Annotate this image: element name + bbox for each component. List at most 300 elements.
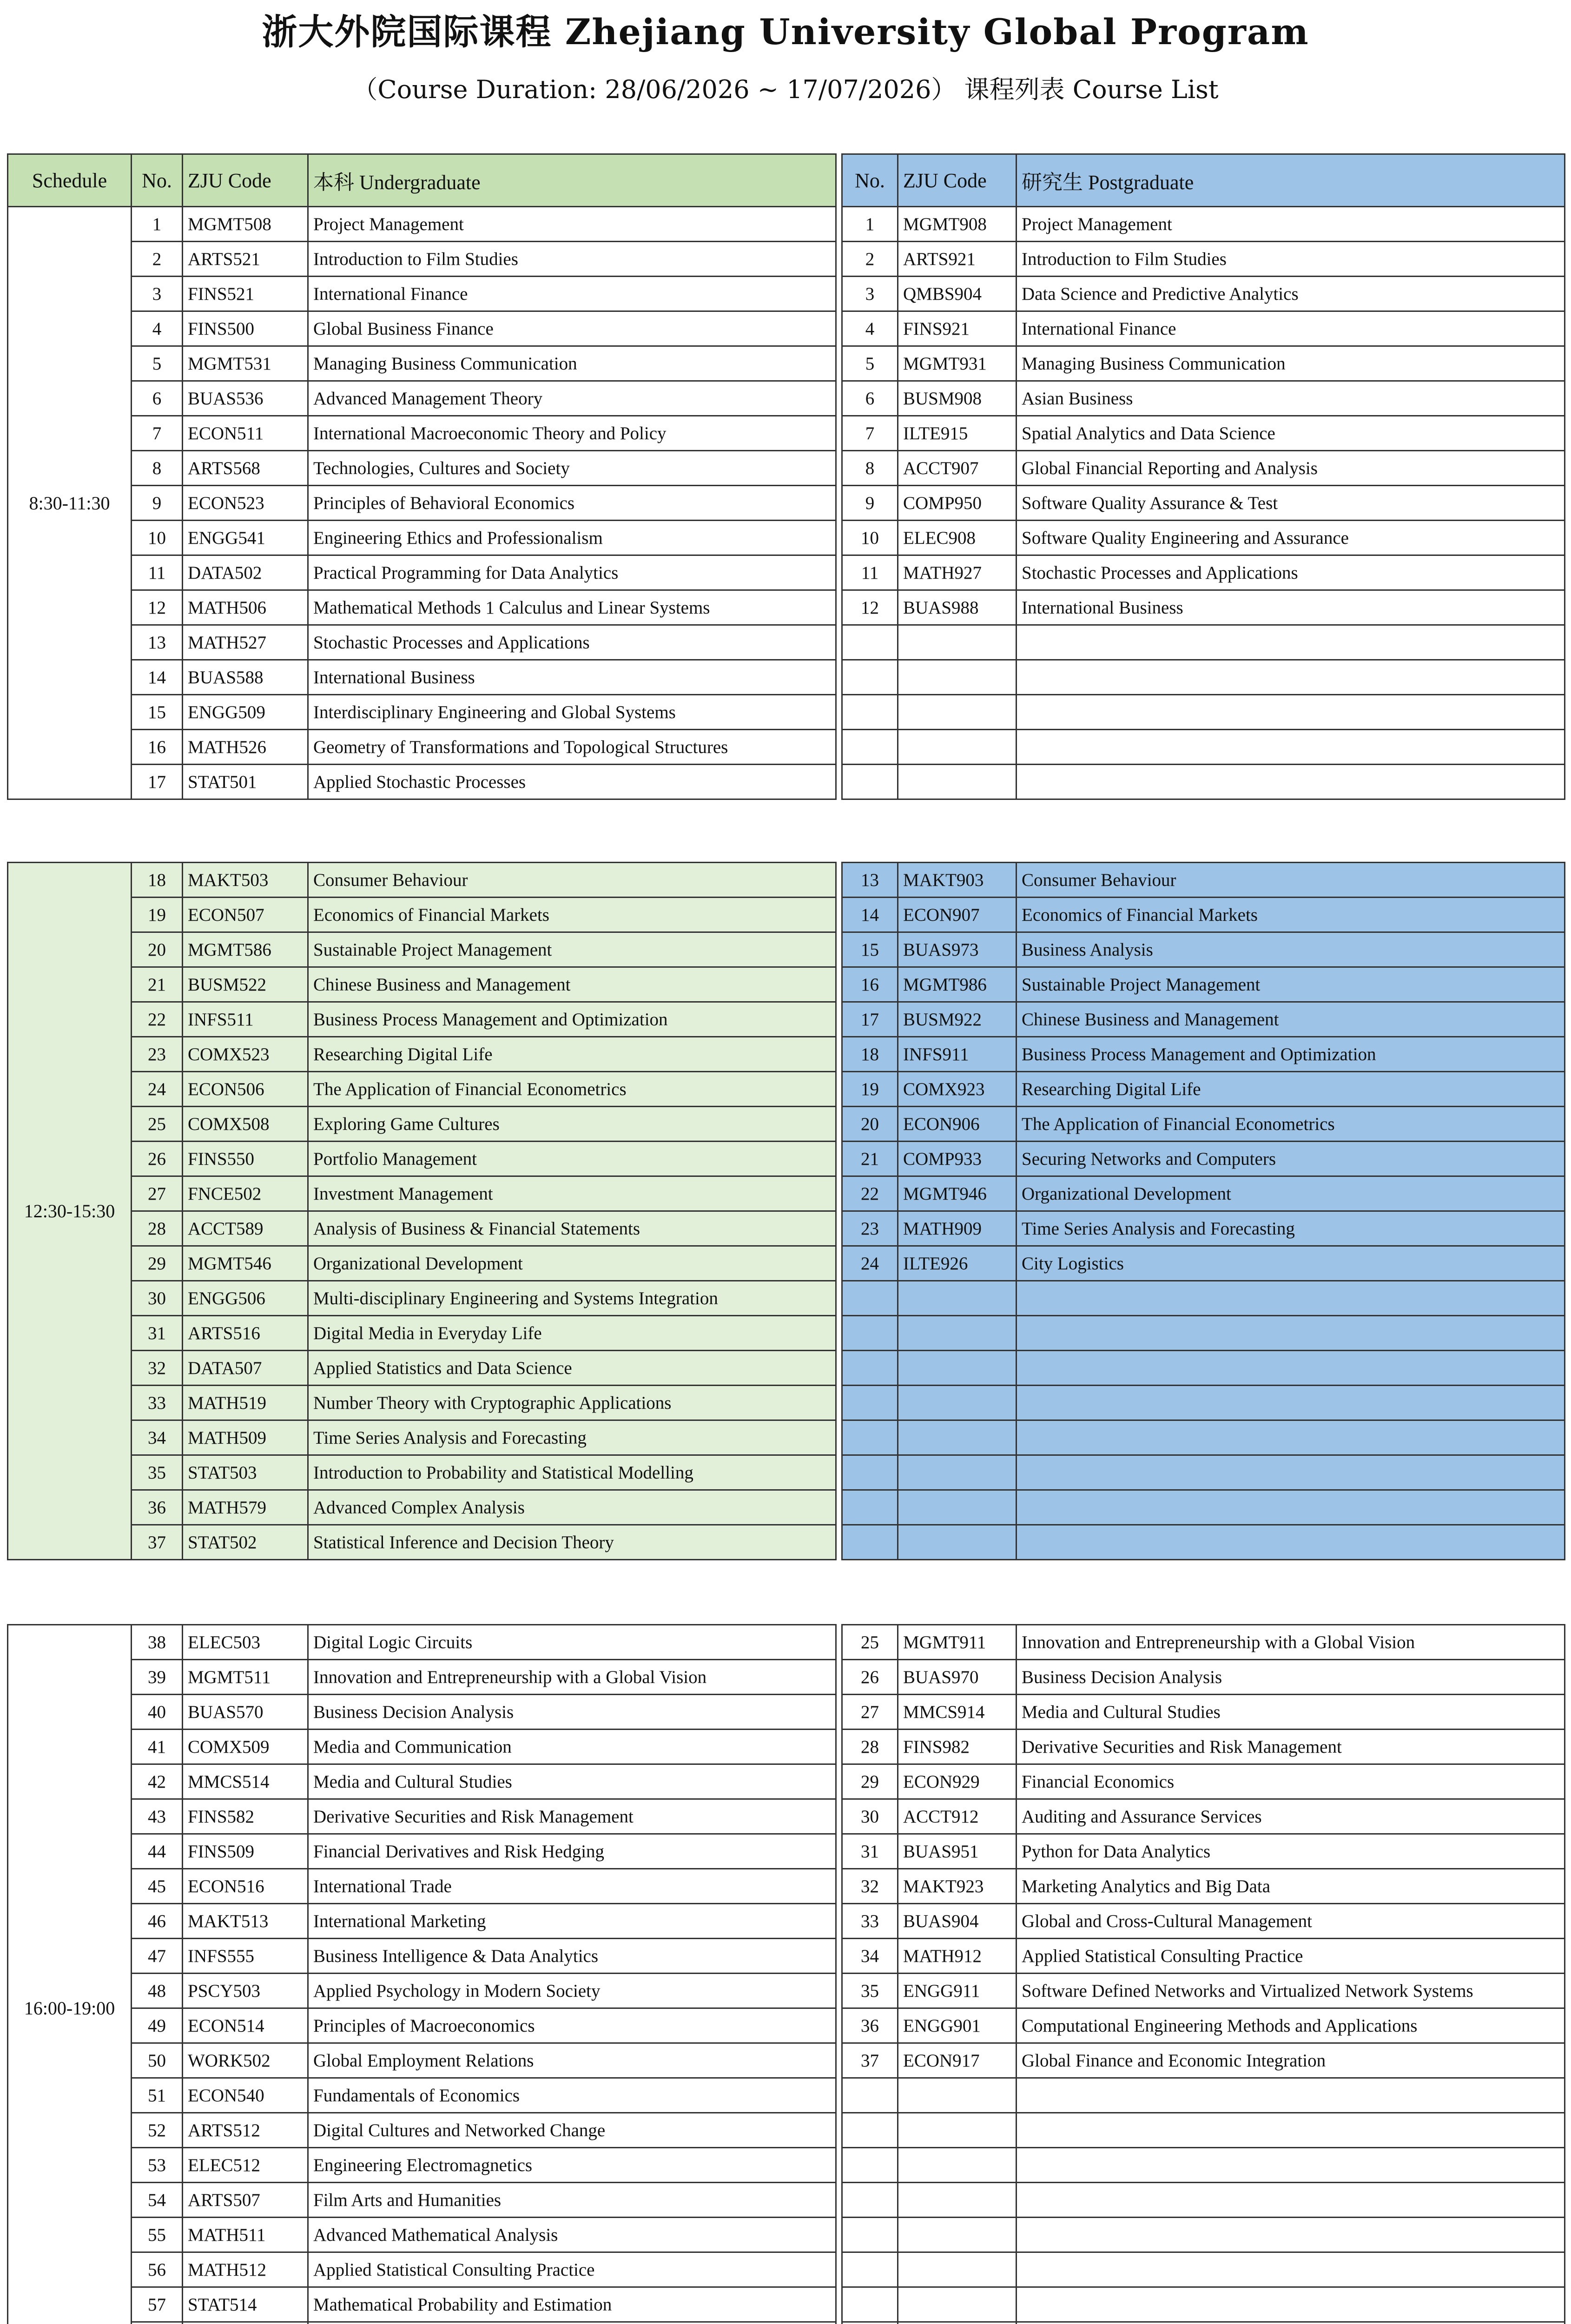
pg-course-title: Applied Statistical Consulting Practice bbox=[1017, 1939, 1565, 1974]
table-row bbox=[8, 381, 836, 416]
course-no: 5 bbox=[132, 346, 183, 381]
table-row bbox=[8, 1211, 836, 1246]
table-row bbox=[842, 2287, 1565, 2322]
course-title: Mathematical Methods 1 Calculus and Linear Systems bbox=[308, 590, 836, 625]
pg-course-title: Python for Data Analytics bbox=[1017, 1834, 1565, 1869]
table-row bbox=[8, 1455, 836, 1490]
pg-course-no: 7 bbox=[842, 416, 898, 451]
pg-course-code: MGMT986 bbox=[898, 967, 1017, 1002]
course-code: MATH512 bbox=[183, 2252, 308, 2287]
pg-course-no: 14 bbox=[842, 898, 898, 932]
pg-course-code: COMP933 bbox=[898, 1142, 1017, 1176]
course-title: Advanced Complex Analysis bbox=[308, 1490, 836, 1525]
pg-course-code bbox=[898, 2287, 1017, 2322]
table-row bbox=[842, 1351, 1565, 1386]
course-title: Time Series Analysis and Forecasting bbox=[308, 1420, 836, 1455]
table-row bbox=[8, 625, 836, 660]
pg-course-no: 25 bbox=[842, 1625, 898, 1660]
pg-course-no: 27 bbox=[842, 1695, 898, 1730]
pg-course-no bbox=[842, 2183, 898, 2218]
postgraduate-table-session-3 bbox=[841, 1624, 1565, 2324]
pg-course-no: 12 bbox=[842, 590, 898, 625]
table-row bbox=[8, 1142, 836, 1176]
table-row bbox=[842, 1316, 1565, 1351]
pg-course-no bbox=[842, 1351, 898, 1386]
table-row bbox=[842, 346, 1565, 381]
pg-course-no bbox=[842, 1490, 898, 1525]
course-title: Fundamentals of Economics bbox=[308, 2078, 836, 2113]
course-code: STAT503 bbox=[183, 1455, 308, 1490]
table-row bbox=[8, 765, 836, 799]
table-row bbox=[8, 660, 836, 695]
course-code: MGMT531 bbox=[183, 346, 308, 381]
table-row bbox=[842, 1764, 1565, 1799]
pg-course-code bbox=[898, 2078, 1017, 2113]
table-row bbox=[8, 311, 836, 346]
course-title: International Macroeconomic Theory and Policy bbox=[308, 416, 836, 451]
pg-no-header: No. bbox=[842, 154, 898, 207]
table-row bbox=[842, 277, 1565, 311]
course-no: 8 bbox=[132, 451, 183, 486]
pg-course-title: Sustainable Project Management bbox=[1017, 967, 1565, 1002]
course-code: ECON511 bbox=[183, 416, 308, 451]
table-row bbox=[8, 1176, 836, 1211]
pg-course-code: FINS921 bbox=[898, 311, 1017, 346]
pg-course-title: International Finance bbox=[1017, 311, 1565, 346]
course-code: MGMT511 bbox=[183, 1660, 308, 1695]
pg-course-code: MAKT903 bbox=[898, 863, 1017, 898]
pg-course-title bbox=[1017, 1316, 1565, 1351]
course-code: ECON540 bbox=[183, 2078, 308, 2113]
table-row bbox=[8, 1730, 836, 1764]
pg-course-title bbox=[1017, 2218, 1565, 2252]
course-title: Statistical Inference and Decision Theory bbox=[308, 1525, 836, 1560]
pg-course-title bbox=[1017, 1281, 1565, 1316]
course-title: Business Process Management and Optimization bbox=[308, 1002, 836, 1037]
pg-course-no: 29 bbox=[842, 1764, 898, 1799]
pg-course-no bbox=[842, 2148, 898, 2183]
table-row bbox=[842, 1072, 1565, 1107]
course-code: BUAS536 bbox=[183, 381, 308, 416]
course-no: 57 bbox=[132, 2287, 183, 2322]
course-no: 4 bbox=[132, 311, 183, 346]
undergraduate-header-row bbox=[8, 154, 836, 207]
course-code: STAT514 bbox=[183, 2287, 308, 2322]
course-no: 16 bbox=[132, 730, 183, 765]
pg-course-title bbox=[1017, 1420, 1565, 1455]
course-title: Number Theory with Cryptographic Applications bbox=[308, 1386, 836, 1420]
table-row bbox=[842, 1974, 1565, 2008]
table-row bbox=[842, 207, 1565, 242]
pg-course-title: Managing Business Communication bbox=[1017, 346, 1565, 381]
course-code: INFS555 bbox=[183, 1939, 308, 1974]
course-code: DATA502 bbox=[183, 555, 308, 590]
table-row bbox=[8, 1660, 836, 1695]
course-no: 38 bbox=[132, 1625, 183, 1660]
course-title: Project Management bbox=[308, 207, 836, 242]
course-no: 20 bbox=[132, 932, 183, 967]
table-row bbox=[8, 207, 836, 242]
table-row bbox=[842, 625, 1565, 660]
course-code: ECON516 bbox=[183, 1869, 308, 1904]
page-title: 浙大外院国际课程 Zhejiang University Global Program bbox=[262, 11, 1309, 53]
pg-course-title: Introduction to Film Studies bbox=[1017, 242, 1565, 277]
undergraduate-header: 本科 Undergraduate bbox=[308, 154, 836, 207]
pg-course-code: ILTE915 bbox=[898, 416, 1017, 451]
course-title: Exploring Game Cultures bbox=[308, 1107, 836, 1142]
course-code: ELEC503 bbox=[183, 1625, 308, 1660]
table-row bbox=[842, 2148, 1565, 2183]
pg-course-code bbox=[898, 660, 1017, 695]
table-row bbox=[842, 695, 1565, 730]
course-code: FNCE502 bbox=[183, 1176, 308, 1211]
pg-course-code: ECON907 bbox=[898, 898, 1017, 932]
course-code: BUAS570 bbox=[183, 1695, 308, 1730]
pg-course-no: 24 bbox=[842, 1246, 898, 1281]
pg-course-title: The Application of Financial Econometrics bbox=[1017, 1107, 1565, 1142]
course-title: Multi-disciplinary Engineering and Systems Integration bbox=[308, 1281, 836, 1316]
pg-course-no bbox=[842, 660, 898, 695]
pg-course-no: 8 bbox=[842, 451, 898, 486]
course-no: 2 bbox=[132, 242, 183, 277]
pg-course-title bbox=[1017, 1490, 1565, 1525]
pg-course-no: 21 bbox=[842, 1142, 898, 1176]
pg-course-code: BUSM908 bbox=[898, 381, 1017, 416]
course-no: 25 bbox=[132, 1107, 183, 1142]
course-no: 3 bbox=[132, 277, 183, 311]
course-code: MAKT503 bbox=[183, 863, 308, 898]
course-code: ARTS516 bbox=[183, 1316, 308, 1351]
pg-course-code: MATH909 bbox=[898, 1211, 1017, 1246]
pg-course-no bbox=[842, 695, 898, 730]
pg-course-no: 11 bbox=[842, 555, 898, 590]
course-title: Applied Statistical Consulting Practice bbox=[308, 2252, 836, 2287]
course-code: FINS582 bbox=[183, 1799, 308, 1834]
pg-course-code: MATH927 bbox=[898, 555, 1017, 590]
pg-course-no bbox=[842, 625, 898, 660]
course-title: Financial Derivatives and Risk Hedging bbox=[308, 1834, 836, 1869]
course-title: Organizational Development bbox=[308, 1246, 836, 1281]
table-row bbox=[842, 1211, 1565, 1246]
table-row bbox=[8, 1072, 836, 1107]
course-no: 51 bbox=[132, 2078, 183, 2113]
pg-course-title: Organizational Development bbox=[1017, 1176, 1565, 1211]
table-row bbox=[8, 1420, 836, 1455]
pg-course-title bbox=[1017, 625, 1565, 660]
table-row bbox=[842, 765, 1565, 799]
course-title: Stochastic Processes and Applications bbox=[308, 625, 836, 660]
pg-course-code: BUSM922 bbox=[898, 1002, 1017, 1037]
pg-course-code bbox=[898, 730, 1017, 765]
pg-course-code: BUAS904 bbox=[898, 1904, 1017, 1939]
course-no: 24 bbox=[132, 1072, 183, 1107]
pg-course-title: Innovation and Entrepreneurship with a Global Vision bbox=[1017, 1625, 1565, 1660]
table-row bbox=[842, 1799, 1565, 1834]
course-title: Principles of Macroeconomics bbox=[308, 2008, 836, 2043]
pg-course-title: Computational Engineering Methods and Applications bbox=[1017, 2008, 1565, 2043]
pg-course-code: MGMT911 bbox=[898, 1625, 1017, 1660]
course-code: PSCY503 bbox=[183, 1974, 308, 2008]
pg-course-code: ARTS921 bbox=[898, 242, 1017, 277]
course-code: ECON506 bbox=[183, 1072, 308, 1107]
course-code: ECON523 bbox=[183, 486, 308, 521]
course-no: 18 bbox=[132, 863, 183, 898]
pg-course-code: INFS911 bbox=[898, 1037, 1017, 1072]
pg-course-title: Software Quality Engineering and Assurance bbox=[1017, 521, 1565, 555]
table-row bbox=[8, 2287, 836, 2322]
pg-course-title bbox=[1017, 2287, 1565, 2322]
pg-course-title: Data Science and Predictive Analytics bbox=[1017, 277, 1565, 311]
course-title: Economics of Financial Markets bbox=[308, 898, 836, 932]
course-code: DATA507 bbox=[183, 1351, 308, 1386]
table-row bbox=[8, 695, 836, 730]
course-code: ACCT589 bbox=[183, 1211, 308, 1246]
table-row bbox=[842, 1730, 1565, 1764]
pg-course-title: Derivative Securities and Risk Management bbox=[1017, 1730, 1565, 1764]
pg-course-code bbox=[898, 2322, 1017, 2324]
course-title: Film Arts and Humanities bbox=[308, 2183, 836, 2218]
table-row bbox=[842, 242, 1565, 277]
course-code: ARTS568 bbox=[183, 451, 308, 486]
course-no: 56 bbox=[132, 2252, 183, 2287]
pg-course-code bbox=[898, 1490, 1017, 1525]
pg-course-code bbox=[898, 1281, 1017, 1316]
table-row bbox=[8, 1869, 836, 1904]
pg-course-code: ACCT907 bbox=[898, 451, 1017, 486]
course-no: 6 bbox=[132, 381, 183, 416]
pg-course-title: Financial Economics bbox=[1017, 1764, 1565, 1799]
table-row bbox=[8, 1037, 836, 1072]
course-no: 31 bbox=[132, 1316, 183, 1351]
course-title: Media and Communication bbox=[308, 1730, 836, 1764]
table-row bbox=[8, 898, 836, 932]
pg-course-title bbox=[1017, 2322, 1565, 2324]
pg-course-code: MGMT931 bbox=[898, 346, 1017, 381]
course-title: Derivative Securities and Risk Management bbox=[308, 1799, 836, 1834]
table-row bbox=[8, 555, 836, 590]
course-no: 7 bbox=[132, 416, 183, 451]
table-row bbox=[8, 1002, 836, 1037]
course-code: STAT502 bbox=[183, 1525, 308, 1560]
pg-course-code: COMX923 bbox=[898, 1072, 1017, 1107]
course-code: MGMT546 bbox=[183, 1246, 308, 1281]
table-row bbox=[842, 2183, 1565, 2218]
pg-course-code: QMBS904 bbox=[898, 277, 1017, 311]
course-title: Portfolio Management bbox=[308, 1142, 836, 1176]
course-no: 1 bbox=[132, 207, 183, 242]
table-row bbox=[842, 967, 1565, 1002]
pg-course-no: 13 bbox=[842, 863, 898, 898]
course-no: 13 bbox=[132, 625, 183, 660]
course-title: Practical Programming for Data Analytics bbox=[308, 555, 836, 590]
course-code: MGMT586 bbox=[183, 932, 308, 967]
table-row bbox=[8, 2183, 836, 2218]
course-no: 11 bbox=[132, 555, 183, 590]
pg-course-no: 2 bbox=[842, 242, 898, 277]
pg-course-no: 18 bbox=[842, 1037, 898, 1072]
table-row bbox=[8, 2078, 836, 2113]
pg-course-code: ECON929 bbox=[898, 1764, 1017, 1799]
course-code: MATH509 bbox=[183, 1420, 308, 1455]
course-no: 41 bbox=[132, 1730, 183, 1764]
pg-course-title: International Business bbox=[1017, 590, 1565, 625]
table-row bbox=[842, 486, 1565, 521]
table-row bbox=[842, 2113, 1565, 2148]
pg-course-no: 23 bbox=[842, 1211, 898, 1246]
course-no: 21 bbox=[132, 967, 183, 1002]
table-row bbox=[8, 1281, 836, 1316]
table-row bbox=[842, 1525, 1565, 1560]
pg-course-no: 9 bbox=[842, 486, 898, 521]
course-title: Introduction to Probability and Statistical Modelling bbox=[308, 1455, 836, 1490]
pg-course-title bbox=[1017, 1386, 1565, 1420]
pg-course-title: Researching Digital Life bbox=[1017, 1072, 1565, 1107]
pg-course-no: 37 bbox=[842, 2043, 898, 2078]
course-no: 14 bbox=[132, 660, 183, 695]
postgraduate-table bbox=[841, 153, 1565, 800]
pg-course-no: 4 bbox=[842, 311, 898, 346]
schedule-time: 8:30-11:30 bbox=[8, 207, 132, 799]
table-row bbox=[8, 1246, 836, 1281]
course-code: ARTS521 bbox=[183, 242, 308, 277]
pg-course-code bbox=[898, 1316, 1017, 1351]
table-row bbox=[842, 1904, 1565, 1939]
pg-course-no: 30 bbox=[842, 1799, 898, 1834]
course-code: MGMT508 bbox=[183, 207, 308, 242]
course-code: MMCS514 bbox=[183, 1764, 308, 1799]
pg-course-code: ACCT912 bbox=[898, 1799, 1017, 1834]
pg-course-title: Business Analysis bbox=[1017, 932, 1565, 967]
table-row bbox=[8, 1904, 836, 1939]
pg-course-no bbox=[842, 2287, 898, 2322]
table-row bbox=[842, 2008, 1565, 2043]
pg-course-no bbox=[842, 1455, 898, 1490]
table-row bbox=[842, 311, 1565, 346]
course-title: Technologies, Cultures and Society bbox=[308, 451, 836, 486]
table-row bbox=[8, 242, 836, 277]
pg-course-title: Securing Networks and Computers bbox=[1017, 1142, 1565, 1176]
pg-course-code: MMCS914 bbox=[898, 1695, 1017, 1730]
course-no: 43 bbox=[132, 1799, 183, 1834]
course-title: Global Employment Relations bbox=[308, 2043, 836, 2078]
undergraduate-table-session-2 bbox=[7, 862, 837, 1560]
course-code: MAKT513 bbox=[183, 1904, 308, 1939]
course-no: 55 bbox=[132, 2218, 183, 2252]
undergraduate-session-2 bbox=[8, 863, 836, 1560]
table-row bbox=[8, 277, 836, 311]
pg-course-title bbox=[1017, 2148, 1565, 2183]
table-row bbox=[842, 1420, 1565, 1455]
table-row bbox=[8, 967, 836, 1002]
pg-course-code bbox=[898, 695, 1017, 730]
course-no: 42 bbox=[132, 1764, 183, 1799]
pg-course-code: MGMT946 bbox=[898, 1176, 1017, 1211]
course-no: 50 bbox=[132, 2043, 183, 2078]
pg-course-no: 10 bbox=[842, 521, 898, 555]
pg-course-title: Software Defined Networks and Virtualized Network Systems bbox=[1017, 1974, 1565, 2008]
course-title: Researching Digital Life bbox=[308, 1037, 836, 1072]
course-no: 10 bbox=[132, 521, 183, 555]
course-code: FINS550 bbox=[183, 1142, 308, 1176]
pg-course-title: Global Financial Reporting and Analysis bbox=[1017, 451, 1565, 486]
code-header: ZJU Code bbox=[183, 154, 308, 207]
course-title: Principles of Behavioral Economics bbox=[308, 486, 836, 521]
course-no: 33 bbox=[132, 1386, 183, 1420]
pg-course-title: Business Process Management and Optimization bbox=[1017, 1037, 1565, 1072]
course-title: Geometry of Transformations and Topological Structures bbox=[308, 730, 836, 765]
table-row bbox=[8, 1939, 836, 1974]
pg-course-title: Asian Business bbox=[1017, 381, 1565, 416]
table-row bbox=[8, 1107, 836, 1142]
course-code: ENGG541 bbox=[183, 521, 308, 555]
pg-course-code: BUAS970 bbox=[898, 1660, 1017, 1695]
table-row bbox=[842, 1695, 1565, 1730]
course-code: BUSM522 bbox=[183, 967, 308, 1002]
course-no: 23 bbox=[132, 1037, 183, 1072]
pg-course-no bbox=[842, 2252, 898, 2287]
pg-course-no bbox=[842, 2113, 898, 2148]
course-no: 34 bbox=[132, 1420, 183, 1455]
course-title: Advanced Mathematical Analysis bbox=[308, 2218, 836, 2252]
pg-course-code: ECON917 bbox=[898, 2043, 1017, 2078]
table-row bbox=[8, 1525, 836, 1560]
pg-course-no: 31 bbox=[842, 1834, 898, 1869]
course-code: COMX509 bbox=[183, 1730, 308, 1764]
pg-course-code: ECON906 bbox=[898, 1107, 1017, 1142]
course-no: 40 bbox=[132, 1695, 183, 1730]
course-title: International Marketing bbox=[308, 1904, 836, 1939]
pg-course-title: Global and Cross-Cultural Management bbox=[1017, 1904, 1565, 1939]
pg-course-no: 22 bbox=[842, 1176, 898, 1211]
table-row bbox=[842, 2043, 1565, 2078]
pg-course-code bbox=[898, 1455, 1017, 1490]
table-row bbox=[8, 2148, 836, 2183]
schedule-time: 16:00-19:00 bbox=[8, 1625, 132, 2324]
table-row bbox=[842, 863, 1565, 898]
course-no: 46 bbox=[132, 1904, 183, 1939]
pg-course-title: Time Series Analysis and Forecasting bbox=[1017, 1211, 1565, 1246]
course-title: Digital Media in Everyday Life bbox=[308, 1316, 836, 1351]
course-no: 49 bbox=[132, 2008, 183, 2043]
course-code: ECON507 bbox=[183, 898, 308, 932]
course-title: Introduction to Film Studies bbox=[308, 242, 836, 277]
pg-course-title: Economics of Financial Markets bbox=[1017, 898, 1565, 932]
page-subtitle: （Course Duration: 28/06/2026 ~ 17/07/2026） 课程列表 Course List bbox=[352, 75, 1219, 104]
table-row bbox=[8, 2322, 836, 2324]
course-no: 35 bbox=[132, 1455, 183, 1490]
table-row bbox=[8, 2252, 836, 2287]
schedule-time: 12:30-15:30 bbox=[8, 863, 132, 1560]
table-row bbox=[842, 1386, 1565, 1420]
pg-course-title: Auditing and Assurance Services bbox=[1017, 1799, 1565, 1834]
pg-course-code: ENGG911 bbox=[898, 1974, 1017, 2008]
table-row bbox=[8, 2008, 836, 2043]
pg-course-title bbox=[1017, 1525, 1565, 1560]
course-code: FINS521 bbox=[183, 277, 308, 311]
pg-course-code: COMP950 bbox=[898, 486, 1017, 521]
pg-course-no bbox=[842, 1316, 898, 1351]
table-row bbox=[842, 2322, 1565, 2324]
course-title: International Business bbox=[308, 660, 836, 695]
pg-course-code bbox=[898, 2218, 1017, 2252]
pg-course-code bbox=[898, 1386, 1017, 1420]
pg-course-code bbox=[898, 1525, 1017, 1560]
course-no: 17 bbox=[132, 765, 183, 799]
table-row bbox=[8, 1799, 836, 1834]
course-title: Engineering Electromagnetics bbox=[308, 2148, 836, 2183]
pg-course-title: City Logistics bbox=[1017, 1246, 1565, 1281]
course-title bbox=[308, 2322, 836, 2324]
